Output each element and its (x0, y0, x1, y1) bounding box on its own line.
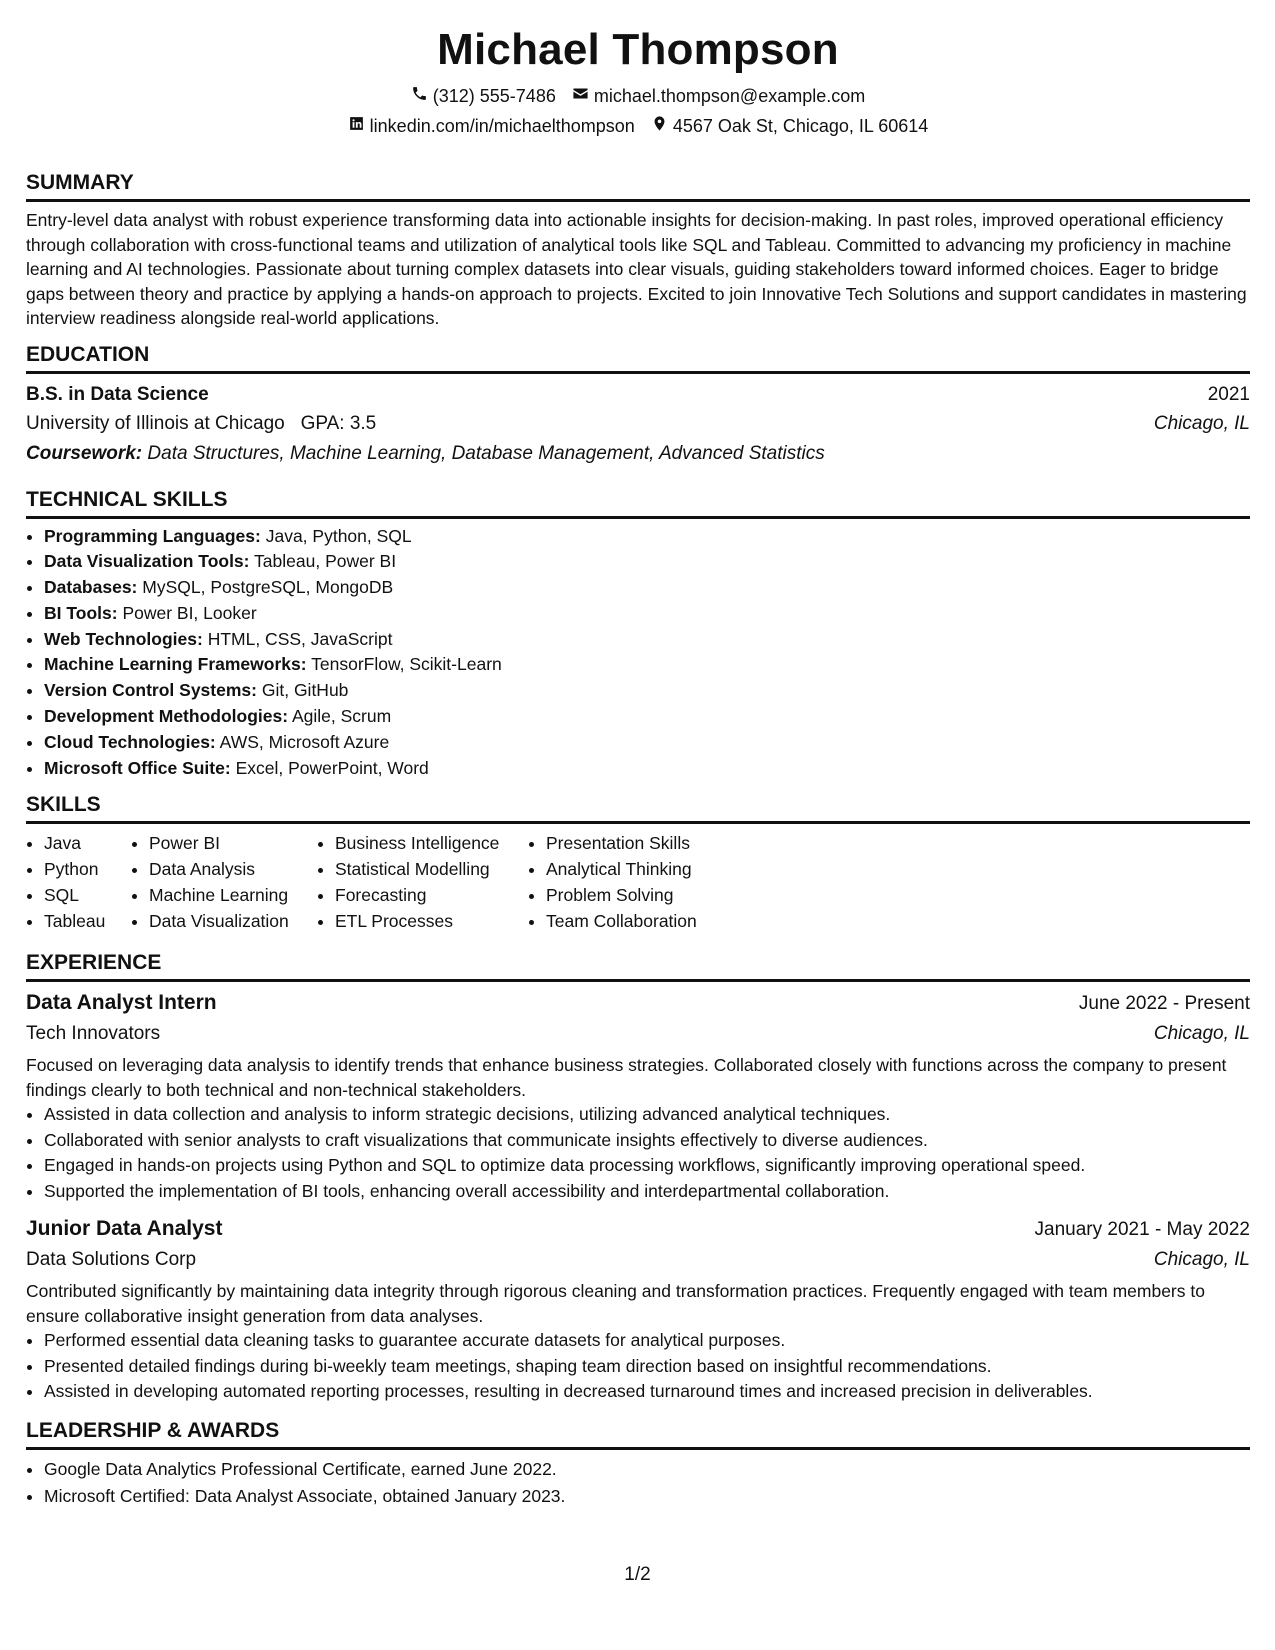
jobs-list (26, 988, 1250, 1405)
job-company-row (26, 1245, 1250, 1275)
skills-section (26, 791, 1250, 934)
skill-item: • SQL (44, 882, 131, 908)
leadership-section (26, 1417, 1250, 1510)
skill-item: • Tableau (44, 908, 131, 934)
linkedin-contact (348, 111, 635, 141)
job-bullets (26, 1328, 1250, 1405)
summary-text: Entry-level data analyst with robust experience transforming data into actionable insights for decision-making. In past roles, improved operational efficiency through collaboration with cross-functional teams and utilization of analytical tools like SQL and Tableau. Committed to advancing my proficiency in machine learning and AI technologies. Passionate about turning complex datasets into clear visuals, guiding stakeholders toward informed choices. Eager to bridge gaps between theory and practice by applying a hands-on approach to projects. Excited to join Innovative Tech Solutions and support candidates in mastering interview readiness alongside real-world applications. (26, 210, 1247, 328)
phone-icon (411, 81, 428, 111)
technical-skills-section (26, 486, 1250, 782)
skill-item: • Power BI (149, 830, 317, 856)
job-bullet: • Engaged in hands-on projects using Python and SQL to optimize data processing workflows, significantly improving operational speed. (44, 1153, 1250, 1179)
map-marker-icon (651, 111, 668, 141)
company-name: Tech Innovators (26, 1023, 161, 1045)
page-number: 1/2 (624, 1564, 651, 1585)
email-link[interactable]: michael.thompson@example.com (593, 86, 866, 106)
skill-item: • Machine Learning (149, 882, 317, 908)
skill-category-values: Tableau, Power BI (254, 551, 397, 572)
address-contact (651, 111, 929, 141)
technical-skill-item (44, 524, 1250, 550)
technical-skill-item (44, 730, 1250, 756)
job-title: Junior Data Analyst (26, 1217, 223, 1241)
job-bullets (26, 1102, 1250, 1204)
skill-category-values: Git, GitHub (261, 680, 349, 701)
resume-header (26, 22, 1250, 141)
candidate-name: Michael Thompson (437, 25, 839, 74)
graduation-year: 2021 (1207, 383, 1250, 405)
job-dates: January 2021 - May 2022 (1034, 1219, 1250, 1241)
skill-item: • Business Intelligence (335, 830, 528, 856)
skill-item: • Java (44, 830, 131, 856)
section-heading: SUMMARY (26, 169, 1250, 202)
award-item: • Microsoft Certified: Data Analyst Associate, obtained January 2023. (44, 1483, 1250, 1510)
skill-item: • Presentation Skills (546, 830, 746, 856)
gpa: GPA: 3.5 (300, 412, 377, 434)
skill-category-values: AWS, Microsoft Azure (219, 731, 390, 752)
section-heading: EDUCATION (26, 341, 1250, 374)
coursework (26, 438, 1250, 469)
job-bullet: • Assisted in data collection and analysis to inform strategic decisions, utilizing advanced analytical techniques. (44, 1102, 1250, 1128)
section-heading: LEADERSHIP & AWARDS (26, 1417, 1250, 1450)
skill-category-label: Programming Languages: (44, 525, 261, 546)
summary-section (26, 169, 1250, 331)
resume-page (26, 0, 1250, 1510)
skill-item: • Data Visualization (149, 908, 317, 934)
skill-category-label: Databases: (44, 577, 138, 598)
skill-item: • Analytical Thinking (546, 856, 746, 882)
technical-skill-item (44, 652, 1250, 678)
section-heading: TECHNICAL SKILLS (26, 486, 1250, 519)
leadership-list (26, 1456, 1250, 1510)
experience-section (26, 949, 1250, 1405)
university (26, 409, 376, 438)
linkedin-icon (348, 111, 365, 141)
contact-line-1 (26, 81, 1250, 111)
job-bullet: • Supported the implementation of BI tools, enhancing overall accessibility and interdepartmental collaboration. (44, 1179, 1250, 1205)
company-name: Data Solutions Corp (26, 1249, 197, 1271)
job-dates: June 2022 - Present (1078, 993, 1250, 1015)
job-bullet: • Assisted in developing automated reporting processes, resulting in decreased turnaround times and increased precision in deliverables. (44, 1379, 1250, 1405)
skill-category-label: Web Technologies: (44, 628, 203, 649)
job-entry (26, 1214, 1250, 1405)
skill-category-values: Java, Python, SQL (265, 525, 412, 546)
award-item: • Google Data Analytics Professional Certificate, earned June 2022. (44, 1456, 1250, 1483)
skill-category-values: HTML, CSS, JavaScript (207, 628, 393, 649)
skills-column (317, 830, 528, 934)
technical-skill-item (44, 575, 1250, 601)
job-location: Chicago, IL (1153, 1023, 1250, 1045)
skills-column (131, 830, 317, 934)
job-description: Contributed significantly by maintaining data integrity through rigorous cleaning and transformation practices. Frequently engaged with team members to ensure collaborative insight generation from data analyses. (26, 1281, 1205, 1326)
technical-skills-list (26, 524, 1250, 782)
contact-line-2 (26, 111, 1250, 141)
skill-category-label: Microsoft Office Suite: (44, 757, 231, 778)
education-row-2 (26, 409, 1250, 438)
skill-category-label: Machine Learning Frameworks: (44, 654, 307, 675)
skill-category-values: TensorFlow, Scikit-Learn (311, 654, 502, 675)
job-company-row (26, 1019, 1250, 1049)
job-bullet: • Performed essential data cleaning tasks to guarantee accurate datasets for analytical purposes. (44, 1328, 1250, 1354)
education-location: Chicago, IL (1153, 412, 1250, 434)
email-contact (572, 81, 865, 111)
job-entry (26, 988, 1250, 1204)
skill-category-label: Version Control Systems: (44, 680, 257, 701)
job-bullet: • Presented detailed findings during bi-weekly team meetings, shaping team direction based on insightful recommendations. (44, 1354, 1250, 1380)
skill-item: • Python (44, 856, 131, 882)
section-heading: SKILLS (26, 791, 1250, 824)
job-title-row (26, 1214, 1250, 1245)
skill-category-values: Power BI, Looker (122, 602, 257, 623)
linkedin-link[interactable]: linkedin.com/in/michaelthompson (369, 116, 635, 136)
phone-text[interactable]: (312) 555-7486 (432, 86, 556, 106)
job-title-row (26, 988, 1250, 1019)
address-text: 4567 Oak St, Chicago, IL 60614 (672, 116, 929, 136)
skills-column (26, 830, 131, 934)
university-name: University of Illinois at Chicago (26, 412, 285, 434)
skill-item: • Problem Solving (546, 882, 746, 908)
job-title: Data Analyst Intern (26, 991, 217, 1015)
skill-category-label: Cloud Technologies: (44, 731, 216, 752)
skill-item: • Statistical Modelling (335, 856, 528, 882)
skill-category-label: Development Methodologies: (44, 706, 289, 727)
technical-skill-item (44, 627, 1250, 653)
technical-skill-item (44, 756, 1250, 782)
skill-item: • ETL Processes (335, 908, 528, 934)
skill-category-values: MySQL, PostgreSQL, MongoDB (142, 577, 394, 598)
technical-skill-item (44, 678, 1250, 704)
job-bullet: • Collaborated with senior analysts to craft visualizations that communicate insights effectively to diverse audiences. (44, 1128, 1250, 1154)
skill-item: • Data Analysis (149, 856, 317, 882)
technical-skill-item (44, 601, 1250, 627)
section-heading: EXPERIENCE (26, 949, 1250, 982)
skill-category-label: Data Visualization Tools: (44, 551, 250, 572)
envelope-icon (572, 81, 589, 111)
skill-item: • Team Collaboration (546, 908, 746, 934)
coursework-label: Coursework: (26, 442, 143, 464)
skills-grid (26, 830, 1250, 934)
degree: B.S. in Data Science (26, 383, 209, 405)
education-section (26, 341, 1250, 469)
technical-skill-item (44, 704, 1250, 730)
job-description: Focused on leveraging data analysis to identify trends that enhance business strategies. Collaborated closely with functions across the company to present findings clearly to both technical and non-technical stakeholders. (26, 1055, 1227, 1100)
phone-contact (411, 81, 556, 111)
skill-item: • Forecasting (335, 882, 528, 908)
job-location: Chicago, IL (1153, 1249, 1250, 1271)
coursework-list: Data Structures, Machine Learning, Database Management, Advanced Statistics (147, 442, 825, 464)
education-row-1 (26, 380, 1250, 409)
skill-category-values: Excel, PowerPoint, Word (235, 757, 429, 778)
skill-category-label: BI Tools: (44, 602, 118, 623)
technical-skill-item (44, 549, 1250, 575)
skills-column (528, 830, 746, 934)
skill-category-values: Agile, Scrum (291, 706, 392, 727)
